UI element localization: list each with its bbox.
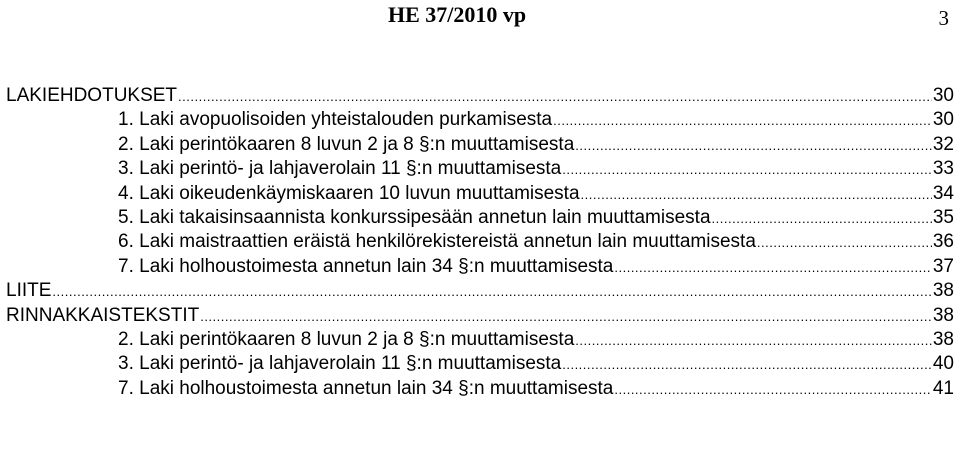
toc-entry-page: 34 — [932, 182, 954, 204]
toc-entry-page: 41 — [932, 377, 954, 399]
toc-dot-leader — [562, 353, 932, 377]
toc-entry-page: 40 — [932, 353, 954, 375]
toc-entry-title: LAKIEHDOTUKSET — [6, 85, 178, 106]
toc-entry[interactable] — [6, 328, 954, 352]
toc-entry-title: 2. Laki perintökaaren 8 luvun 2 ja 8 §:n muuttamisesta — [118, 133, 575, 155]
toc-entry-page: 33 — [932, 158, 954, 180]
toc-entry-title: 5. Laki takaisinsaannista konkurssipesään annetun lain muuttamisesta — [118, 206, 711, 228]
toc-entry-page: 36 — [932, 231, 954, 253]
toc-entry[interactable] — [6, 352, 954, 376]
page-header — [0, 0, 960, 40]
toc-dot-leader — [200, 305, 932, 329]
toc-entry-title: 7. Laki holhoustoimesta annetun lain 34 §:n muuttamisesta — [118, 377, 614, 399]
table-of-contents — [6, 84, 954, 401]
toc-entry-title: 3. Laki perintö- ja lahjaverolain 11 §:n muuttamisesta — [118, 158, 562, 180]
toc-entry-page: 30 — [932, 85, 954, 106]
toc-entry[interactable] — [6, 304, 954, 328]
toc-dot-leader — [757, 231, 932, 255]
toc-entry[interactable] — [6, 377, 954, 401]
document-id: HE 37/2010 vp — [388, 2, 527, 27]
toc-entry-page: 38 — [932, 304, 954, 326]
toc-entry-page: 37 — [932, 255, 954, 277]
toc-entry-page: 38 — [932, 280, 954, 302]
toc-entry-title: 1. Laki avopuolisoiden yhteistalouden purkamisesta — [118, 109, 553, 131]
toc-entry[interactable] — [6, 182, 954, 206]
toc-entry[interactable] — [6, 206, 954, 230]
toc-dot-leader — [712, 207, 932, 231]
toc-entry-title: 6. Laki maistraattien eräistä henkilörekistereistä annetun lain muuttamisesta — [118, 231, 756, 253]
toc-dot-leader — [178, 85, 932, 109]
toc-dot-leader — [581, 183, 932, 207]
toc-entry[interactable] — [6, 279, 954, 303]
toc-entry[interactable] — [6, 84, 954, 108]
toc-dot-leader — [614, 256, 931, 280]
toc-entry-page: 35 — [932, 206, 954, 228]
toc-entry-title: 3. Laki perintö- ja lahjaverolain 11 §:n muuttamisesta — [118, 353, 562, 375]
toc-dot-leader — [52, 280, 931, 304]
toc-entry[interactable] — [6, 157, 954, 181]
toc-dot-leader — [562, 158, 932, 182]
toc-entry-page: 32 — [932, 133, 954, 155]
toc-entry[interactable] — [6, 230, 954, 254]
toc-entry-title: 7. Laki holhoustoimesta annetun lain 34 §:n muuttamisesta — [118, 255, 614, 277]
toc-entry[interactable] — [6, 108, 954, 132]
toc-dot-leader — [553, 109, 932, 133]
toc-entry[interactable] — [6, 255, 954, 279]
page-number: 3 — [938, 6, 949, 30]
toc-dot-leader — [575, 329, 932, 353]
toc-entry-title: RINNAKKAISTEKSTIT — [6, 304, 200, 326]
toc-dot-leader — [614, 378, 931, 402]
toc-entry-page: 38 — [932, 328, 954, 350]
toc-dot-leader — [575, 134, 932, 158]
toc-entry-title: LIITE — [6, 280, 52, 302]
toc-entry-page: 30 — [932, 109, 954, 131]
toc-entry-title: 2. Laki perintökaaren 8 luvun 2 ja 8 §:n muuttamisesta — [118, 328, 575, 350]
toc-entry-title: 4. Laki oikeudenkäymiskaaren 10 luvun muuttamisesta — [118, 182, 580, 204]
toc-entry[interactable] — [6, 133, 954, 157]
